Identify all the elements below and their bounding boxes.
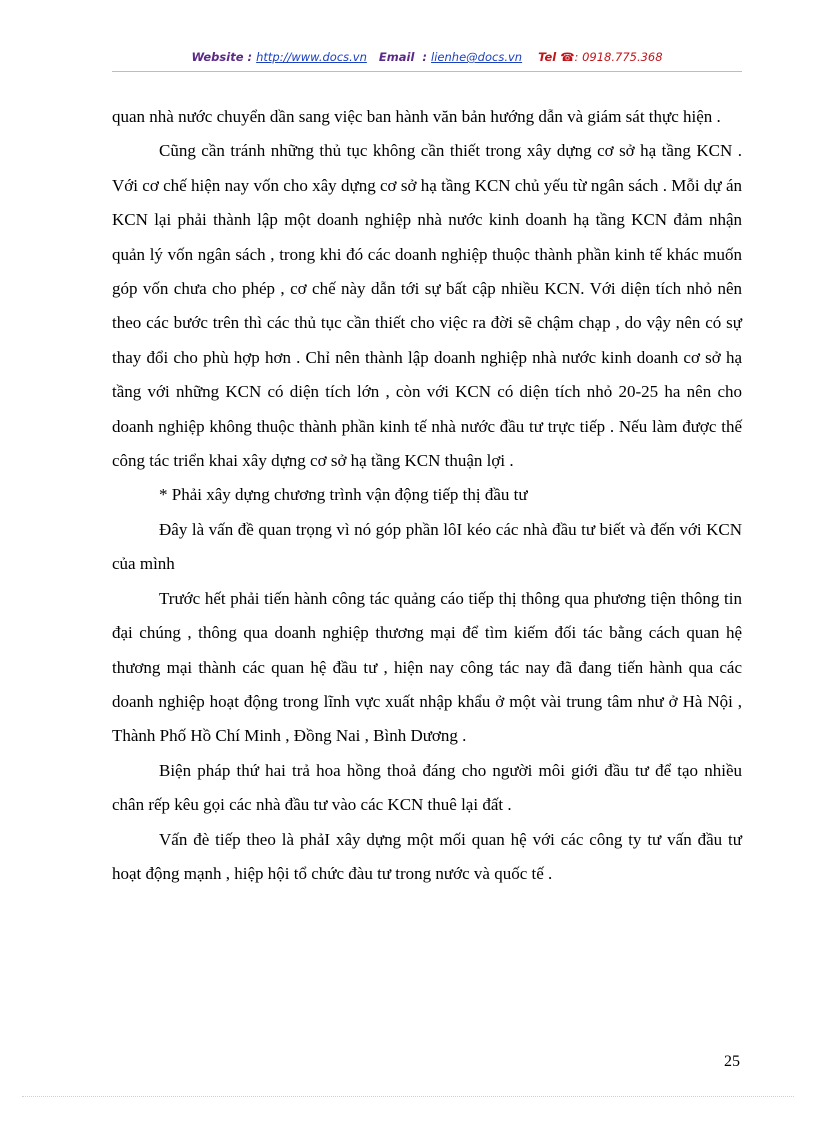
- email-label: Email: [378, 50, 415, 64]
- footer-divider: [22, 1096, 794, 1097]
- tel-label: Tel: [538, 50, 557, 64]
- email-link[interactable]: lienhe@docs.vn: [431, 50, 523, 64]
- phone-icon: ☎: [560, 50, 575, 64]
- paragraph: quan nhà nước chuyển dần sang việc ban hành văn bản hướng dẫn và giám sát thực hiện .: [112, 107, 721, 126]
- paragraph: Vấn đè tiếp theo là phảI xây dựng một mối quan hệ với các công ty tư vấn đầu tư hoạt động mạnh , hiệp hội tổ chức đàu tư trong nước và quốc tế .: [112, 829, 742, 883]
- paragraph: Trước hết phải tiến hành công tác quảng cáo tiếp thị thông qua phương tiện thông tin đại chúng , thông qua doanh nghiệp thương mại để tìm kiếm đối tác bằng cách quan hệ thương mại thành các quan hệ đầu tư , hiện nay công tác nay đã đang tiến hành qua các doanh nghiệp hoạt động trong lĩnh vực xuất nhập khẩu ở một vài trung tâm như ở Hà Nội , Thành Phố Hồ Chí Minh , Đồng Nai , Bình Dương .: [112, 588, 742, 746]
- document-body: [112, 100, 742, 891]
- paragraph: Đây là vấn đề quan trọng vì nó góp phần lôI kéo các nhà đầu tư biết và đến với KCN của mình: [112, 519, 742, 574]
- website-link[interactable]: http://www.docs.vn: [256, 50, 367, 64]
- section-heading: * Phải xây dựng chương trình vận động tiếp thị đầu tư: [159, 485, 528, 505]
- email-separator: :: [422, 50, 428, 64]
- website-label: Website :: [191, 50, 253, 64]
- header-divider: [112, 71, 742, 72]
- page-number: 25: [724, 1053, 740, 1070]
- paragraph: Biện pháp thứ hai trả hoa hồng thoả đáng cho người môi giới đầu tư để tạo nhiều chân rếp kêu gọi các nhà đầu tư vào các KCN thuê lại đất .: [112, 760, 742, 815]
- paragraph: Cũng cần tránh những thủ tục không cần thiết trong xây dựng cơ sở hạ tầng KCN . Với cơ chế hiện nay vốn cho xây dựng cơ sở hạ tầng KCN chủ yếu từ ngân sách . Mỗi dự án KCN lại phải thành lập một doanh nghiệp nhà nước kinh doanh hạ tầng KCN đảm nhận quản lý vốn ngân sách , trong khi đó các doanh nghiệp thuộc thành phần kinh tế khác muốn góp vốn chưa cho phép , cơ chế này dẫn tới sự bất cập nhiều KCN. Với diện tích nhỏ nên theo các bước trên thì các thủ tục cần thiết cho việc ra đời sẽ chậm chạp , do vậy nên có sự thay đổi cho phù hợp hơn . Chỉ nên thành lập doanh nghiệp nhà nước kinh doanh cơ sở hạ tầng với những KCN có diện tích lớn , còn với KCN có diện tích nhỏ 20-25 ha nên cho doanh nghiệp không thuộc thành phần kinh tế nhà nước đầu tư trực tiếp . Nếu làm được thế công tác triển khai xây dựng cơ sở hạ tầng KCN thuận lợi .: [112, 141, 742, 471]
- tel-number: : 0918.775.368: [574, 50, 663, 64]
- page-header: [112, 50, 742, 64]
